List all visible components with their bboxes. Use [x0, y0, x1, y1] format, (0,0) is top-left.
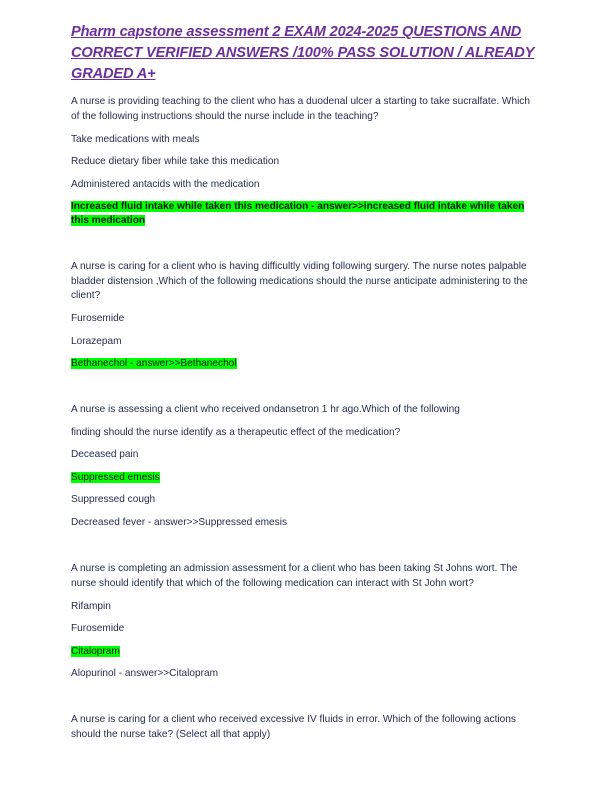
answer-option: Furosemide — [71, 313, 125, 325]
document-page — [71, 22, 541, 742]
question-stem: A nurse is caring for a client who is having difficultly viding following surgery. The nurse notes palpable bladder distension ,Which of the following medications should the nurse anticipate administering to the client? — [71, 261, 528, 302]
correct-answer — [71, 200, 541, 228]
correct-answer-highlight: Citalopram — [71, 645, 120, 657]
question-stem: finding should the nurse identify as a therapeutic effect of the medication? — [71, 426, 401, 438]
question-block — [71, 95, 541, 228]
correct-answer — [71, 645, 541, 659]
answer-option: Alopurinol - answer>>Citalopram — [71, 668, 218, 680]
question-stem: A nurse is caring for a client who received excessive IV fluids in error. Which of the following actions should the nurse take? (Select all that apply) — [71, 714, 516, 740]
correct-answer-highlight: Increased fluid intake while taken this medication - answer>>increased fluid intake while taken this medication — [71, 201, 525, 227]
correct-answer-highlight: Suppressed emesis — [71, 471, 160, 483]
question-stem: A nurse is providing teaching to the client who has a duodenal ulcer a starting to take sucralfate. Which of the following instructions should the nurse include in the teaching? — [71, 96, 530, 122]
correct-answer — [71, 357, 541, 371]
question-block — [71, 260, 541, 371]
question-block — [71, 562, 541, 681]
answer-option: Administered antacids with the medication — [71, 178, 260, 190]
document-title: Pharm capstone assessment 2 EXAM 2024-2025 QUESTIONS AND CORRECT VERIFIED ANSWERS /100% PASS SOLUTION / ALREADY GRADED A+ — [71, 24, 535, 82]
answer-option: Reduce dietary fiber while take this medication — [71, 156, 280, 168]
correct-answer — [71, 471, 541, 485]
question-block — [71, 403, 541, 530]
answer-option: Furosemide — [71, 623, 125, 635]
answer-option: Take medications with meals — [71, 133, 200, 145]
answer-option: Decreased fever - answer>>Suppressed emesis — [71, 516, 288, 528]
answer-option: Deceased pain — [71, 449, 139, 461]
question-stem: A nurse is completing an admission assessment for a client who has been taking St Johns wort. The nurse should identify that which of the following medication can interact with St John wort? — [71, 562, 518, 589]
question-block — [71, 713, 541, 742]
question-stem: A nurse is assessing a client who received ondansetron 1 hr ago.Which of the following — [71, 404, 460, 416]
answer-option: Suppressed cough — [71, 494, 156, 506]
answer-option: Lorazepam — [71, 335, 122, 347]
correct-answer-highlight: Bethanechol - answer>>Bethanechol — [71, 358, 237, 370]
answer-option: Rifampin — [71, 600, 111, 612]
